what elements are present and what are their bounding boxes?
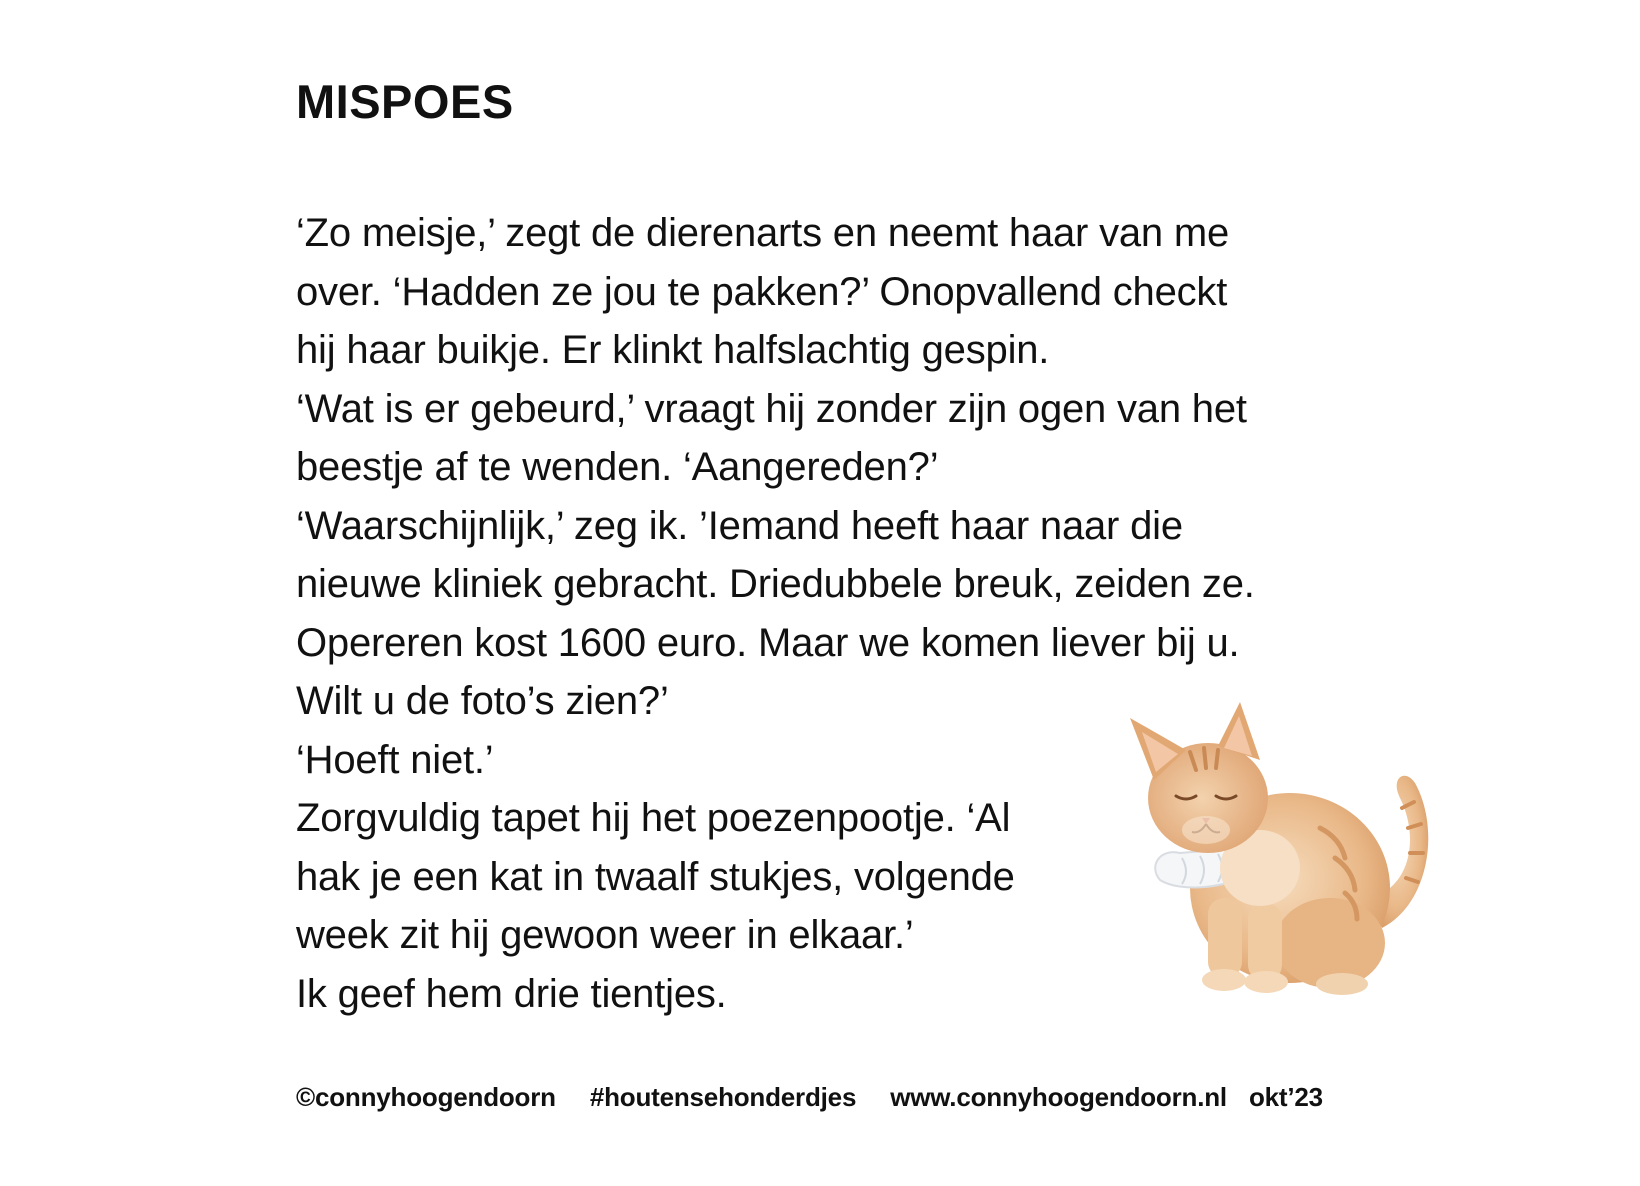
- story-line: ‘Waarschijnlijk,’ zeg ik. ’Iemand heeft haar naar die: [296, 503, 1183, 548]
- story-line: Zorgvuldig tapet hij het poezenpootje. ‘Al: [296, 796, 1011, 840]
- story-line: beestje af te wenden. ‘Aangereden?’: [296, 445, 939, 489]
- story-line: ‘Wat is er gebeurd,’ vraagt hij zonder zijn ogen van het: [296, 386, 1247, 431]
- story-line: Ik geef hem drie tientjes.: [296, 971, 727, 1016]
- footer-website: www.connyhoogendoorn.nl: [890, 1082, 1227, 1112]
- story-line: ‘Hoeft niet.’: [296, 737, 494, 782]
- story-line: Opereren kost 1600 euro. Maar we komen liever bij u.: [296, 620, 1240, 665]
- footer-hashtag: #houtensehonderdjes: [589, 1082, 857, 1112]
- story-line: hij haar buikje. Er klinkt halfslachtig gespin.: [296, 328, 1050, 372]
- story-line: over. ‘Hadden ze jou te pakken?’ Onopvallend checkt: [296, 269, 1228, 314]
- story-line: ‘Zo meisje,’ zegt de dierenarts en neemt haar van me: [296, 211, 1230, 255]
- footer: [296, 1080, 1396, 1114]
- page-title: MISPOES: [296, 75, 514, 128]
- story-line: nieuwe kliniek gebracht. Driedubbele breuk, zeiden ze.: [296, 562, 1255, 606]
- story-line: Wilt u de foto’s zien?’: [296, 679, 669, 723]
- story-line: hak je een kat in twaalf stukjes, volgende: [296, 854, 1015, 899]
- bandaged-ginger-cat-icon: [1120, 688, 1460, 1008]
- footer-author: ©connyhoogendoorn: [296, 1082, 556, 1112]
- story-line: week zit hij gewoon weer in elkaar.’: [296, 913, 914, 957]
- footer-date: okt’23: [1248, 1082, 1323, 1112]
